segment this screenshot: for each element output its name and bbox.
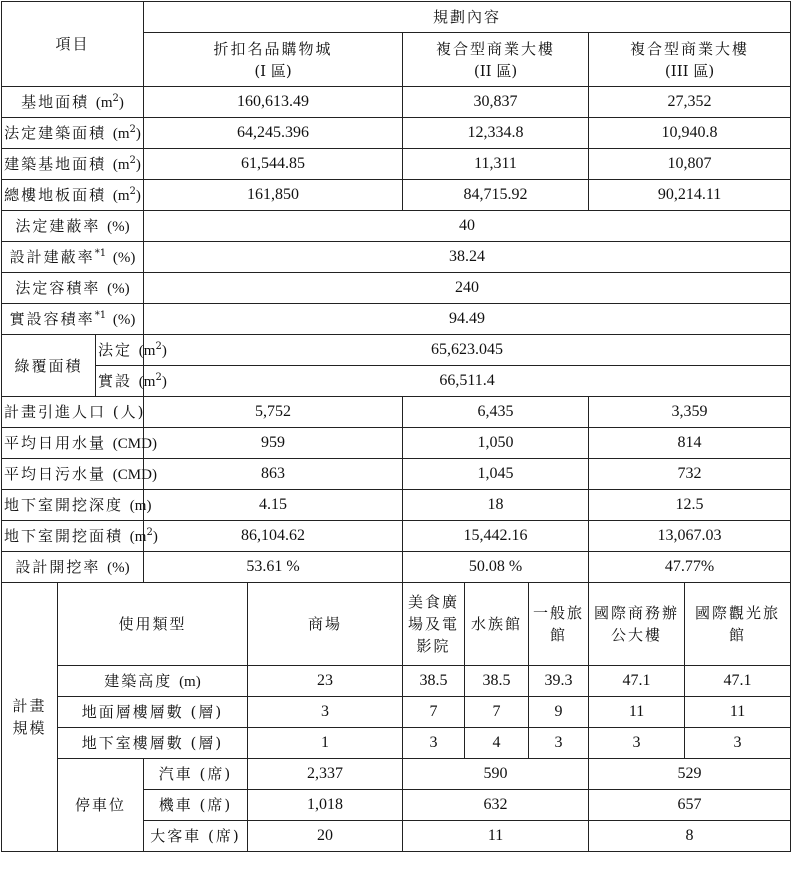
row-label: 設計開挖率 (%) <box>2 552 144 583</box>
cell-value: 15,442.16 <box>403 521 589 552</box>
cell-value: 38.24 <box>144 242 791 273</box>
row-label: 建築高度 (m) <box>58 666 248 697</box>
use-type: 國際觀光旅館 <box>685 583 791 666</box>
cell-value: 4 <box>465 728 529 759</box>
cell-value: 2,337 <box>248 759 403 790</box>
row-excavation-rate <box>2 552 791 583</box>
row-label: 建築基地面積 $(m^2)$ <box>2 149 144 180</box>
cell-value: 160,613.49 <box>144 87 403 118</box>
row-label: 法定 $(m^2)$ <box>96 335 144 366</box>
cell-value: 161,850 <box>144 180 403 211</box>
header-zone-2 <box>403 33 589 87</box>
row-population <box>2 397 791 428</box>
row-label: 總樓地板面積 $(m^2)$ <box>2 180 144 211</box>
cell-value: 38.5 <box>403 666 465 697</box>
cell-value: 1,045 <box>403 459 589 490</box>
cell-value: 11 <box>685 697 791 728</box>
row-label: 地下室開挖面積 $(m^2)$ <box>2 521 144 552</box>
cell-value: 3 <box>403 728 465 759</box>
row-label: 平均日污水量 (CMD) <box>2 459 144 490</box>
planning-table <box>1 1 791 852</box>
row-base-area <box>2 87 791 118</box>
row-actual-far <box>2 304 791 335</box>
row-label: 地面層樓層數 (層) <box>58 697 248 728</box>
cell-value: 814 <box>589 428 791 459</box>
cell-value: 47.1 <box>589 666 685 697</box>
row-green-actual <box>2 366 791 397</box>
cell-value: 3 <box>248 697 403 728</box>
cell-value: 47.77% <box>589 552 791 583</box>
cell-value: 23 <box>248 666 403 697</box>
zone-2-code: (II 區) <box>473 61 518 80</box>
row-building-base-area <box>2 149 791 180</box>
header-planning-content: 規劃內容 <box>144 2 791 33</box>
cell-value: 7 <box>465 697 529 728</box>
cell-value: 65,623.045 <box>144 335 791 366</box>
use-type: 一般旅館 <box>529 583 589 666</box>
cell-value: 590 <box>403 759 589 790</box>
zone-3-name: 複合型商業大樓 <box>630 39 750 58</box>
row-total-floor-area <box>2 180 791 211</box>
cell-value: 1,018 <box>248 790 403 821</box>
cell-value: 6,435 <box>403 397 589 428</box>
row-building-height <box>2 666 791 697</box>
cell-value: 632 <box>403 790 589 821</box>
row-label: 法定建蔽率 (%) <box>2 211 144 242</box>
cell-value: 10,940.8 <box>589 118 791 149</box>
row-label: 實設 $(m^2)$ <box>96 366 144 397</box>
cell-value: 5,752 <box>144 397 403 428</box>
row-label: 基地面積 $(m^2)$ <box>2 87 144 118</box>
use-type: 水族館 <box>465 583 529 666</box>
cell-value: 39.3 <box>529 666 589 697</box>
cell-value: 657 <box>589 790 791 821</box>
row-legal-coverage <box>2 211 791 242</box>
row-label: 計畫引進人口 (人) <box>2 397 144 428</box>
cell-value: 13,067.03 <box>589 521 791 552</box>
use-type-label: 使用類型 <box>58 583 248 666</box>
row-label: 設計建蔽率$^{*1}$ (%) <box>2 242 144 273</box>
cell-value: 94.49 <box>144 304 791 335</box>
cell-value: 240 <box>144 273 791 304</box>
header-item: 項目 <box>2 2 144 87</box>
cell-value: 66,511.4 <box>144 366 791 397</box>
row-label: 大客車 (席) <box>144 821 248 852</box>
cell-value: 529 <box>589 759 791 790</box>
cell-value: 1,050 <box>403 428 589 459</box>
cell-value: 1 <box>248 728 403 759</box>
row-label: 實設容積率$^{*1}$ (%) <box>2 304 144 335</box>
row-green-legal <box>2 335 791 366</box>
cell-value: 90,214.11 <box>589 180 791 211</box>
zone-1-name: 折扣名品購物城 <box>213 39 333 58</box>
row-legal-floor-area <box>2 118 791 149</box>
cell-value: 732 <box>589 459 791 490</box>
cell-value: 10,807 <box>589 149 791 180</box>
green-area-label: 綠覆面積 <box>2 335 96 397</box>
cell-value: 7 <box>403 697 465 728</box>
row-excavation-area <box>2 521 791 552</box>
cell-value: 11,311 <box>403 149 589 180</box>
header-zone-3 <box>589 33 791 87</box>
cell-value: 959 <box>144 428 403 459</box>
cell-value: 3 <box>529 728 589 759</box>
cell-value: 47.1 <box>685 666 791 697</box>
row-label: 機車 (席) <box>144 790 248 821</box>
row-excavation-depth <box>2 490 791 521</box>
parking-label: 停車位 <box>58 759 144 852</box>
cell-value: 38.5 <box>465 666 529 697</box>
row-label: 法定建築面積 $(m^2)$ <box>2 118 144 149</box>
cell-value: 30,837 <box>403 87 589 118</box>
cell-value: 11 <box>589 697 685 728</box>
row-use-types <box>2 583 791 666</box>
row-below-floors <box>2 728 791 759</box>
use-type: 國際商務辦公大樓 <box>589 583 685 666</box>
use-type: 美食廣場及電影院 <box>403 583 465 666</box>
use-type: 商場 <box>248 583 403 666</box>
cell-value: 18 <box>403 490 589 521</box>
row-label: 地下室樓層數 (層) <box>58 728 248 759</box>
cell-value: 12.5 <box>589 490 791 521</box>
cell-value: 61,544.85 <box>144 149 403 180</box>
row-label: 汽車 (席) <box>144 759 248 790</box>
row-design-coverage <box>2 242 791 273</box>
cell-value: 11 <box>403 821 589 852</box>
cell-value: 9 <box>529 697 589 728</box>
row-water-use <box>2 428 791 459</box>
cell-value: 40 <box>144 211 791 242</box>
cell-value: 53.61 % <box>144 552 403 583</box>
cell-value: 20 <box>248 821 403 852</box>
cell-value: 3,359 <box>589 397 791 428</box>
row-label: 法定容積率 (%) <box>2 273 144 304</box>
zone-1-code: (I 區) <box>254 61 292 80</box>
row-label: 平均日用水量 (CMD) <box>2 428 144 459</box>
cell-value: 84,715.92 <box>403 180 589 211</box>
cell-value: 12,334.8 <box>403 118 589 149</box>
cell-value: 64,245.396 <box>144 118 403 149</box>
cell-value: 86,104.62 <box>144 521 403 552</box>
cell-value: 4.15 <box>144 490 403 521</box>
row-legal-far <box>2 273 791 304</box>
row-parking-car <box>2 759 791 790</box>
cell-value: 50.08 % <box>403 552 589 583</box>
row-label: 地下室開挖深度 (m) <box>2 490 144 521</box>
cell-value: 27,352 <box>589 87 791 118</box>
scale-label: 計畫 規模 <box>2 583 58 852</box>
row-above-floors <box>2 697 791 728</box>
cell-value: 863 <box>144 459 403 490</box>
cell-value: 8 <box>589 821 791 852</box>
zone-3-code: (III 區) <box>664 61 715 80</box>
zone-2-name: 複合型商業大樓 <box>436 39 556 58</box>
header-zone-1 <box>144 33 403 87</box>
cell-value: 3 <box>589 728 685 759</box>
cell-value: 3 <box>685 728 791 759</box>
row-sewage <box>2 459 791 490</box>
